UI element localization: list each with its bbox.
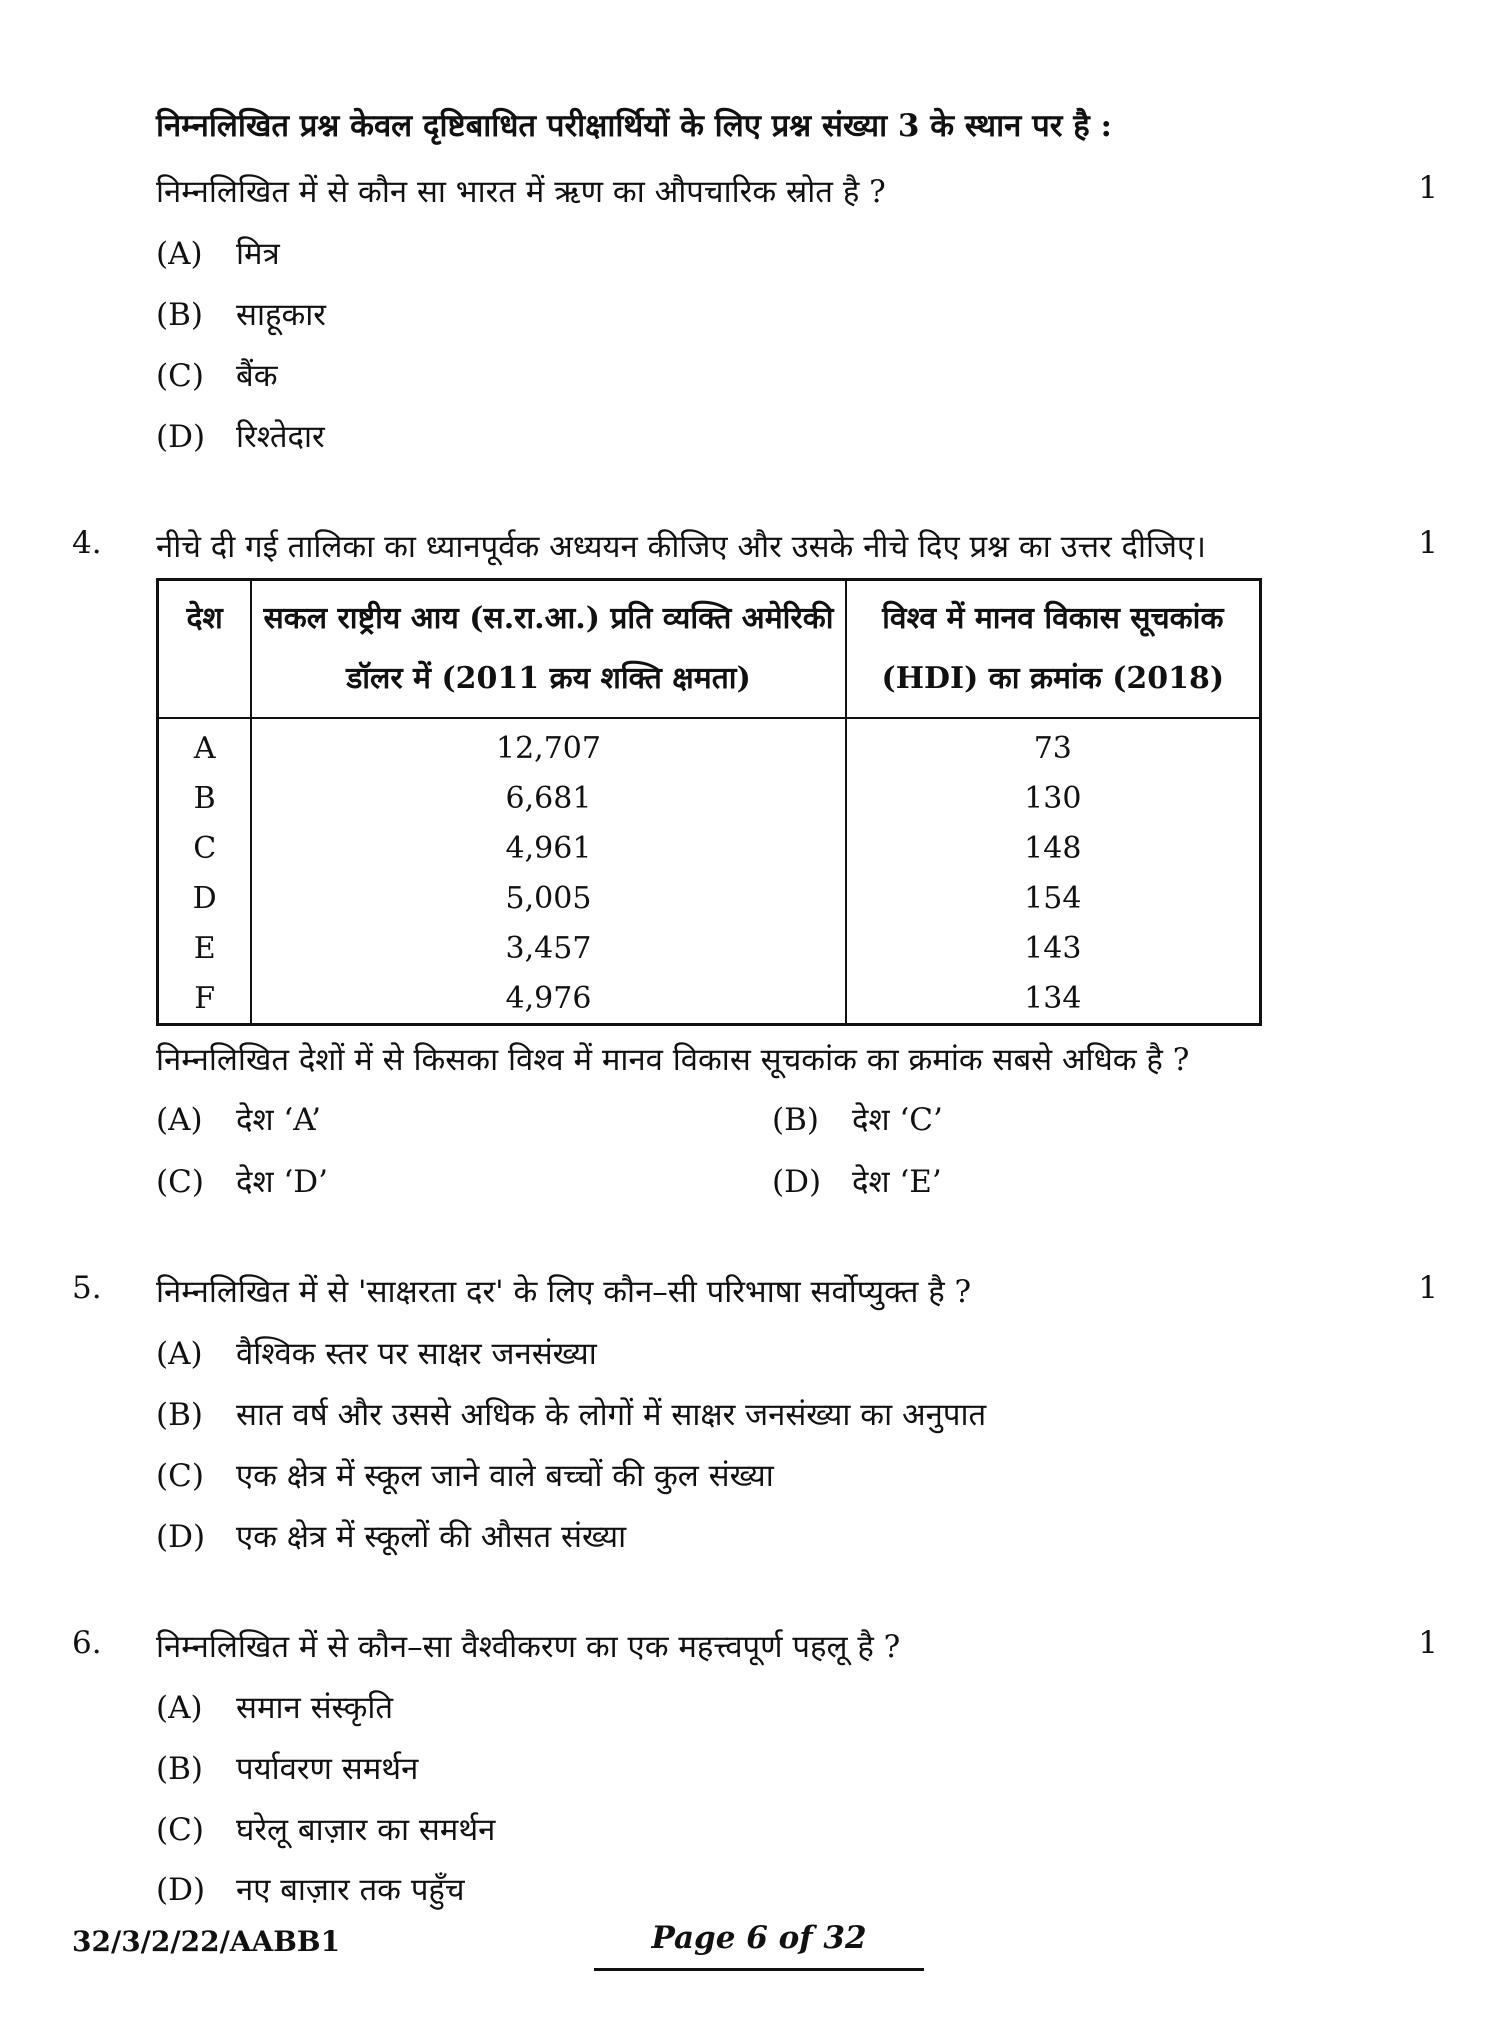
option-text: समान संस्कृति bbox=[236, 1690, 394, 1726]
q5-text: निम्नलिखित में से 'साक्षरता दर' के लिए कौन–सी परिभाषा सर्वोप्युक्त है ? bbox=[156, 1274, 972, 1310]
table-cell-gni: 12,707 bbox=[251, 718, 845, 773]
q6-option-d bbox=[156, 1868, 465, 1910]
option-text: नए बाज़ार तक पहुँच bbox=[236, 1872, 465, 1908]
q3vi-option-a bbox=[156, 232, 280, 274]
q5-option-c bbox=[156, 1454, 774, 1496]
option-text: पर्यावरण समर्थन bbox=[236, 1751, 419, 1787]
table-cell-country: D bbox=[158, 873, 252, 923]
table-cell-hdi-rank: 154 bbox=[846, 873, 1261, 923]
table-header-row bbox=[158, 580, 1261, 719]
table-cell-country: C bbox=[158, 823, 252, 873]
option-text: घरेलू बाज़ार का समर्थन bbox=[236, 1812, 496, 1848]
paper-code: 32/3/2/22/AABB1 bbox=[72, 1925, 341, 1958]
q6-option-b bbox=[156, 1747, 418, 1789]
table-cell-gni: 4,961 bbox=[251, 823, 845, 873]
table-cell-country: E bbox=[158, 923, 252, 973]
table-cell-gni: 3,457 bbox=[251, 923, 845, 973]
q5-option-a bbox=[156, 1332, 597, 1374]
table-row bbox=[158, 973, 1261, 1025]
option-text: देश ‘C’ bbox=[852, 1102, 943, 1138]
table-row bbox=[158, 773, 1261, 823]
option-label: (C) bbox=[156, 358, 204, 394]
option-text: देश ‘D’ bbox=[236, 1164, 328, 1200]
q3vi-option-b bbox=[156, 293, 326, 335]
q6-text: निम्नलिखित में से कौन–सा वैश्वीकरण का एक महत्त्वपूर्ण पहलू है ? bbox=[156, 1629, 901, 1665]
hdi-table bbox=[156, 578, 1262, 1026]
option-label: (D) bbox=[156, 419, 206, 455]
option-label: (B) bbox=[156, 1397, 203, 1433]
q4-marks: 1 bbox=[1418, 525, 1438, 561]
table-cell-country: A bbox=[158, 718, 252, 773]
option-label: (A) bbox=[156, 1102, 203, 1138]
q4-option-d bbox=[772, 1160, 942, 1202]
option-label: (C) bbox=[156, 1458, 204, 1494]
option-text: रिश्तेदार bbox=[236, 419, 325, 455]
option-text: देश ‘E’ bbox=[852, 1164, 942, 1200]
table-cell-hdi-rank: 134 bbox=[846, 973, 1261, 1025]
table-row bbox=[158, 823, 1261, 873]
table-cell-hdi-rank: 143 bbox=[846, 923, 1261, 973]
option-text: वैश्विक स्तर पर साक्षर जनसंख्या bbox=[236, 1336, 597, 1372]
q3vi-option-c bbox=[156, 354, 278, 396]
q5-option-d bbox=[156, 1515, 626, 1557]
option-text: बैंक bbox=[236, 358, 278, 394]
option-label: (A) bbox=[156, 1690, 203, 1726]
header-note: निम्नलिखित प्रश्न केवल दृष्टिबाधित परीक्षार्थियों के लिए प्रश्न संख्या 3 के स्थान पर है : bbox=[156, 108, 1112, 144]
option-text: सात वर्ष और उससे अधिक के लोगों में साक्षर जनसंख्या का अनुपात bbox=[236, 1397, 987, 1433]
q4-number: 4. bbox=[72, 525, 102, 561]
option-label: (D) bbox=[156, 1872, 206, 1908]
option-label: (B) bbox=[156, 297, 203, 333]
q5-option-b bbox=[156, 1393, 986, 1435]
option-text: देश ‘A’ bbox=[236, 1102, 321, 1138]
q3vi-text: निम्नलिखित में से कौन सा भारत में ऋण का औपचारिक स्रोत है ? bbox=[156, 174, 886, 210]
option-text: साहूकार bbox=[236, 297, 326, 333]
option-label: (C) bbox=[156, 1812, 204, 1848]
table-cell-gni: 4,976 bbox=[251, 973, 845, 1025]
option-text: मित्र bbox=[236, 236, 280, 272]
q4-option-c bbox=[156, 1160, 328, 1202]
table-cell-hdi-rank: 73 bbox=[846, 718, 1261, 773]
q3vi-marks: 1 bbox=[1418, 170, 1438, 206]
q4-option-b bbox=[772, 1098, 943, 1140]
table-cell-country: F bbox=[158, 973, 252, 1025]
option-text: एक क्षेत्र में स्कूलों की औसत संख्या bbox=[236, 1519, 627, 1555]
table-cell-hdi-rank: 130 bbox=[846, 773, 1261, 823]
q5-marks: 1 bbox=[1418, 1270, 1438, 1306]
q5-number: 5. bbox=[72, 1270, 102, 1306]
q4-option-a bbox=[156, 1098, 321, 1140]
q6-number: 6. bbox=[72, 1625, 102, 1661]
q6-option-c bbox=[156, 1808, 495, 1850]
table-cell-country: B bbox=[158, 773, 252, 823]
q3vi-option-d bbox=[156, 415, 325, 457]
table-row bbox=[158, 873, 1261, 923]
table-header-country: देश bbox=[158, 580, 252, 719]
option-text: एक क्षेत्र में स्कूल जाने वाले बच्चों की कुल संख्या bbox=[236, 1458, 774, 1494]
option-label: (A) bbox=[156, 1336, 203, 1372]
q6-option-a bbox=[156, 1686, 393, 1728]
table-header-gni: सकल राष्ट्रीय आय (स.रा.आ.) प्रति व्यक्ति अमेरिकी डॉलर में (2011 क्रय शक्ति क्षमता) bbox=[251, 580, 845, 719]
table-row bbox=[158, 718, 1261, 773]
table-row bbox=[158, 923, 1261, 973]
q6-marks: 1 bbox=[1418, 1625, 1438, 1661]
option-label: (B) bbox=[156, 1751, 203, 1787]
option-label: (D) bbox=[772, 1164, 822, 1200]
option-label: (C) bbox=[156, 1164, 204, 1200]
q4-text: नीचे दी गई तालिका का ध्यानपूर्वक अध्ययन कीजिए और उसके नीचे दिए प्रश्न का उत्तर दीजिए। bbox=[156, 529, 1206, 565]
page-number: Page 6 of 32 bbox=[594, 1920, 924, 1971]
table-cell-hdi-rank: 148 bbox=[846, 823, 1261, 873]
q4-question: निम्नलिखित देशों में से किसका विश्व में मानव विकास सूचकांक का क्रमांक सबसे अधिक है ? bbox=[156, 1042, 1190, 1078]
option-label: (A) bbox=[156, 236, 203, 272]
table-cell-gni: 5,005 bbox=[251, 873, 845, 923]
table-cell-gni: 6,681 bbox=[251, 773, 845, 823]
table-header-hdi-rank: विश्व में मानव विकास सूचकांक (HDI) का क्रमांक (2018) bbox=[846, 580, 1261, 719]
option-label: (B) bbox=[772, 1102, 819, 1138]
option-label: (D) bbox=[156, 1519, 206, 1555]
